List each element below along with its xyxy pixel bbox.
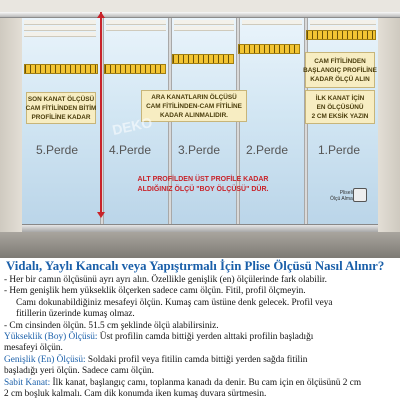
note-first-panel: İLK KANAT İÇİN EN ÖLÇÜSÜNÜ 2 CM EKSİK YAZIN	[305, 90, 375, 124]
height-arrow-line	[100, 12, 102, 216]
glass-panels	[22, 18, 378, 232]
pleat-strip	[24, 20, 96, 25]
watermark: DEKO	[110, 113, 154, 139]
bottom-profile	[22, 224, 378, 232]
ruler-3	[172, 54, 234, 64]
right-wall	[378, 18, 400, 232]
pleat-strip	[24, 26, 96, 31]
logo-text: Pliseli Ölçü Alma	[330, 190, 353, 202]
pleat-strip	[242, 20, 302, 25]
instruction-line: Camı dokunabildiğiniz mesafeyi ölçün. Kumaş cam üstüne denk gelecek. Profil veya	[16, 297, 333, 308]
floor	[0, 232, 400, 258]
note-middle-panels: ARA KANATLARIN ÖLÇÜSÜ CAM FİTİLİNDEN-CAM FİTİLİNE KADAR ALINMALIDIR.	[141, 90, 247, 122]
left-wall	[0, 18, 22, 232]
article-body	[0, 258, 400, 400]
ruler-2	[238, 44, 300, 54]
instruction-line: - Cm cinsinden ölçün. 51.5 cm şeklinde ölçü alabilirsiniz.	[4, 320, 219, 331]
ruler-5	[24, 64, 98, 74]
width-section: Genişlik (En) Ölçüsü: Soldaki profil veya fitilin camda bittiği yerden sağda fitilin	[4, 354, 308, 365]
pleat-strip	[174, 26, 234, 31]
width-section-cont: başladığı yeri ölçün. Sadece camı ölçün.	[4, 366, 154, 377]
instruction-line: fitillerin üzerinde kumaş olmaz.	[16, 309, 135, 320]
pleat-strip	[24, 32, 96, 37]
fixed-panel-label: Sabit Kanat:	[4, 377, 51, 388]
arrow-down-icon	[97, 212, 105, 218]
pleat-strip	[174, 20, 234, 25]
height-label: Yükseklik (Boy) Ölçüsü:	[4, 332, 98, 343]
pleat-strip	[106, 26, 166, 31]
width-label: Genişlik (En) Ölçüsü:	[4, 354, 86, 365]
perde-label-3: 3.Perde	[178, 143, 221, 157]
height-measure-note: ALT PROFİLDEN ÜST PROFİLE KADAR ALDIĞINIZ ÖLÇÜ "BOY ÖLÇÜSÜ" DÜR.	[137, 176, 269, 193]
instruction-line: - Hem genişlik hem yükseklik ölçerken sadece camı ölçün. Fitil, profil ölçmeyin.	[4, 286, 306, 297]
logo-icon	[353, 188, 367, 202]
article-title: Vidalı, Yaylı Kancalı veya Yapıştırmalı İçin Plise Ölçüsü Nasıl Alınır?	[6, 259, 385, 273]
mullion	[168, 18, 172, 232]
perde-label-2: 2.Perde	[246, 143, 289, 157]
perde-label-1: 1.Perde	[318, 143, 361, 157]
fixed-panel-section: Sabit Kanat: İlk kanat, başlangıç camı, toplanma kanadı da denir. Bu cam için en ölçüsünü 2 cm	[4, 377, 362, 388]
note-start-profile: CAM FİTİLİNDEN BAŞLANGIÇ PROFİLİNE KADAR ÖLÇÜ ALIN	[305, 52, 375, 88]
ruler-1	[306, 30, 376, 40]
arrow-up-icon	[97, 12, 105, 18]
fixed-panel-section-cont: 2 cm boşluk kalmalı. Cam dik konumda iken kumaş duvara sürtmesin.	[4, 389, 267, 400]
perde-label-4: 4.Perde	[109, 143, 152, 157]
ruler-4	[104, 64, 166, 74]
instruction-line: - Her bir camın ölçüsünü ayrı ayrı alın. Özellikle genişlik (en) ölçülerinde fark olabilir.	[4, 275, 327, 285]
pleat-strip	[106, 20, 166, 25]
height-section: Yükseklik (Boy) Ölçüsü: Üst profilin camda bittiği yerden alttaki profilin başladığı	[4, 332, 314, 343]
mullion	[304, 18, 308, 232]
height-section-cont: mesafeyi ölçün.	[4, 343, 63, 354]
perde-label-5: 5.Perde	[36, 143, 79, 157]
note-last-panel: SON KANAT ÖLÇÜSÜ CAM FİTİLİNDEN BİTİM PROFİLİNE KADAR	[26, 92, 96, 124]
pleat-strip	[310, 20, 376, 25]
ceiling-wall	[0, 0, 400, 12]
